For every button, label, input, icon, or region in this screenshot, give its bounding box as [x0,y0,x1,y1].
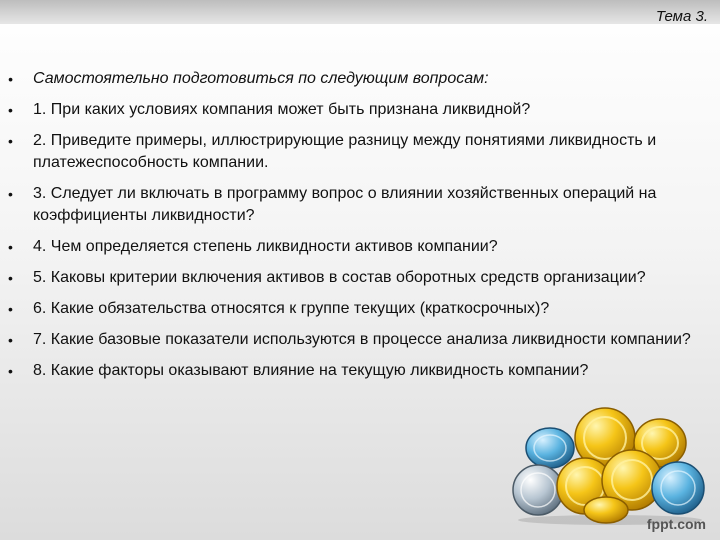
question-text: 1. При каких условиях компания может быть признана ликвидной? [33,101,531,118]
bullet-icon: • [8,239,13,255]
question-text: 5. Каковы критерии включения активов в состав оборотных средств организации? [33,269,646,286]
question-text: 4. Чем определяется степень ликвидности активов компании? [33,238,498,255]
question-text: 7. Какие базовые показатели используются в процессе анализа ликвидности компании? [33,331,691,348]
list-item [8,360,708,382]
list-item [8,329,708,351]
list-intro [8,68,708,90]
bullet-icon: • [8,71,13,87]
top-band [0,0,720,24]
list-item [8,236,708,258]
bullet-icon: • [8,102,13,118]
list-item [8,267,708,289]
coin-gold [584,497,628,523]
bullet-icon: • [8,332,13,348]
fppt-watermark: fppt.com [646,516,706,532]
coin-blue [652,462,704,514]
coin-silver [513,465,563,515]
question-text: 6. Какие обязательства относятся к группе текущих (краткосрочных)? [33,300,550,317]
list-item [8,298,708,320]
question-text: 8. Какие факторы оказывают влияние на текущую ликвидность компании? [33,362,589,379]
list-item [8,99,708,121]
bullet-icon: • [8,301,13,317]
list-item [8,130,708,174]
bullet-icon: • [8,133,13,149]
bullet-icon: • [8,270,13,286]
question-text: 3. Следует ли включать в программу вопрос о влиянии хозяйственных операций на коэффициенты ликвидности? [33,185,657,224]
question-list [8,68,708,391]
question-text: 2. Приведите примеры, иллюстрирующие разницу между понятиями ликвидность и платежеспособность компании. [33,132,657,171]
intro-text: Самостоятельно подготовиться по следующим вопросам: [33,70,489,87]
coin-blue [526,428,574,468]
bullet-icon: • [8,363,13,379]
coins-image [510,398,710,526]
list-item [8,183,708,227]
topic-label: Тема 3. [655,8,708,25]
bullet-icon: • [8,186,13,202]
